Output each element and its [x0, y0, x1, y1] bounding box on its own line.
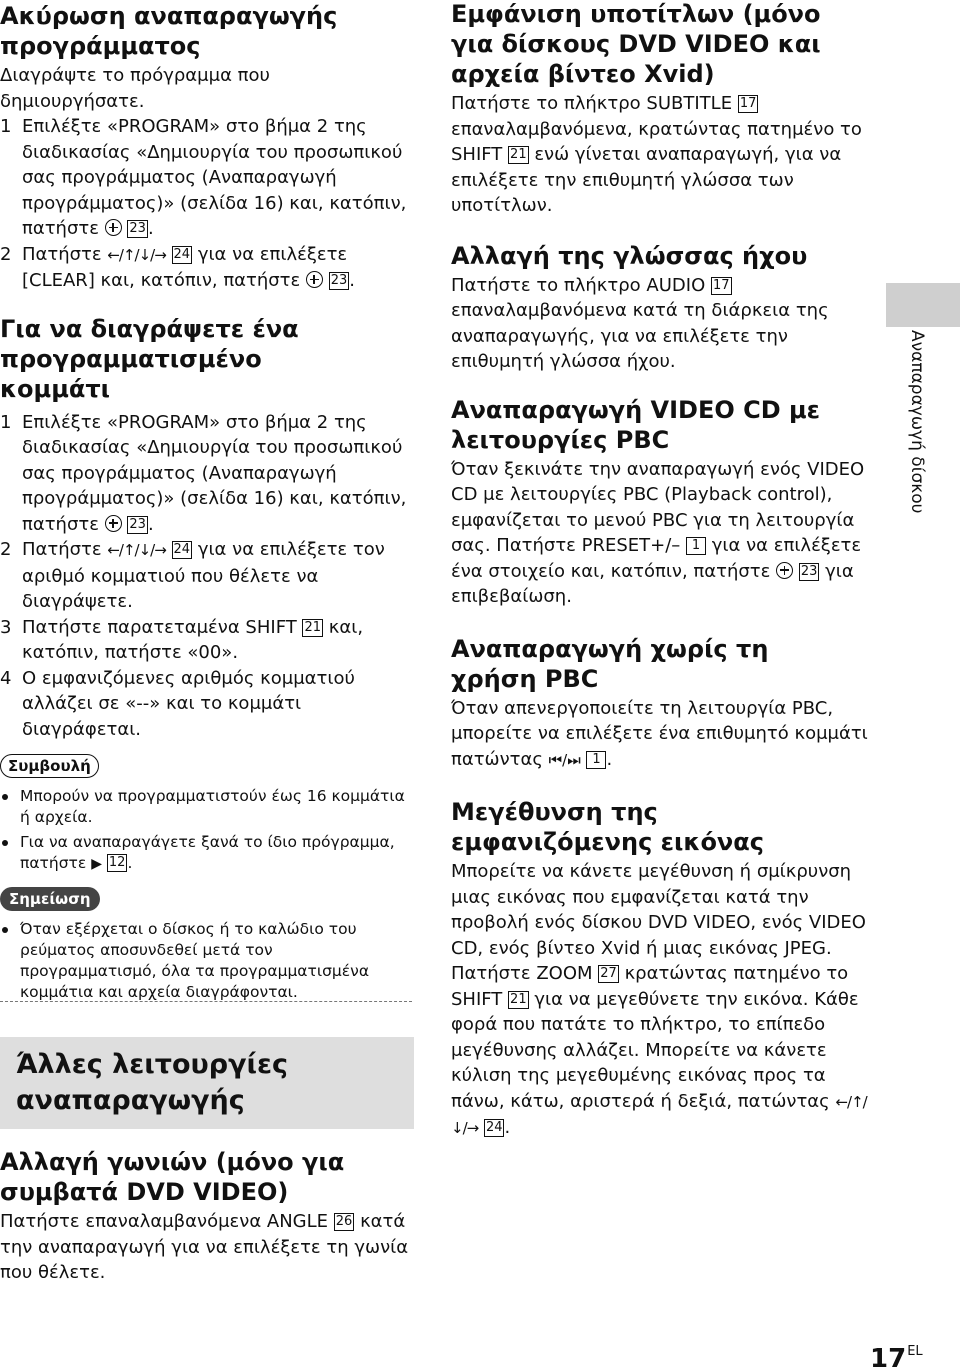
section-divider [0, 1001, 412, 1002]
enter-plus-icon [105, 515, 122, 532]
zoom-body-1: Μπορείτε να κάνετε μεγέθυνση ή σμίκρυνση μιας εικόνας που εμφανίζεται κατά την προβολή ενός δίσκου DVD VIDEO, ενός VIDEO CD, ενός βίντεο Xvid ή μιας εικόνας JPEG. [451, 861, 866, 959]
step-end: . [147, 218, 154, 239]
zoom-end: . [504, 1117, 511, 1138]
key-badge: 23 [129, 516, 146, 532]
step-text: Ο εμφανιζόμενες αριθμός κομματιού αλλάζει σε «--» και το κομμάτι διαγράφεται. [22, 667, 355, 740]
note-text: Όταν εξέρχεται ο δίσκος ή το καλώδιο του ρεύματος αποσυνδεθεί μετά τον προγραμματισμό, όλα τα προγραμματισμένα κομμάτια και αρχεία διαγράφονται. [20, 920, 370, 1001]
zoom-text-2: κρατώντας πατημένο το SHIFT [451, 963, 849, 1010]
tip-item-2 [0, 832, 412, 875]
angle-text-2: κατά την αναπαραγωγή για να επιλέξετε τη γωνία που θέλετε. [0, 1211, 409, 1283]
key-badge: 27 [600, 966, 617, 981]
note-badge: Σημείωση [0, 887, 100, 911]
arrow-keys-icon: ←/↑/↓/→ [107, 541, 166, 559]
key-badge: 17 [739, 96, 757, 111]
cancel-program-intro: Διαγράψτε το πρόγραμμα που δημιουργήσατε. [0, 65, 270, 112]
angle-heading: Αλλαγή γωνιών (μόνο για συμβατά DVD VIDEO) [0, 1148, 345, 1206]
page-number-value: 17 [870, 1344, 907, 1371]
angle-section [0, 1147, 412, 1286]
side-tab-label: Αναπαραγωγή δίσκου [907, 330, 927, 514]
step-number: 2 [0, 243, 12, 265]
key-badge: 21 [510, 147, 527, 162]
tip-section [0, 754, 412, 875]
key-badge: 1 [686, 537, 706, 555]
subtitles-text-2: επαναλαμβανόμενα, κρατώντας πατημένο το SHIFT [451, 118, 862, 165]
key-badge: 12 [108, 855, 126, 870]
tip-end: . [127, 854, 133, 872]
step-number: 1 [0, 116, 12, 137]
audio-text: Πατήστε το πλήκτρο AUDIO [451, 274, 706, 296]
angle-body [0, 1209, 412, 1286]
note-item-1 [0, 919, 412, 1003]
angle-text: Πατήστε επαναλαμβανόμενα ANGLE [0, 1211, 329, 1232]
tip-item-1 [0, 786, 412, 828]
zoom-heading: Μεγέθυνση της εμφανιζόμενης εικόνας [451, 798, 764, 856]
tip-text: Μπορούν να προγραμματιστούν έως 16 κομμάτια ή αρχεία. [20, 787, 405, 826]
key-badge: 23 [800, 563, 818, 579]
step-text: Πατήστε [22, 539, 102, 560]
no-pbc-end: . [606, 748, 613, 770]
step-end: . [147, 513, 154, 535]
audio-heading: Αλλαγή της γλώσσας ήχου [451, 241, 808, 270]
left-column [0, 0, 412, 1003]
delete-track-heading: Για να διαγράψετε ένα προγραμματισμένο κομμάτι [0, 314, 299, 403]
page-number [870, 1344, 923, 1371]
prev-next-icon: ⏮/⏭ [548, 750, 581, 769]
key-badge: 21 [304, 619, 322, 635]
key-badge: 23 [129, 221, 146, 236]
tip-text: Για να αναπαραγάγετε ξανά το ίδιο πρόγραμμα, πατήστε [20, 833, 395, 872]
key-badge: 24 [485, 1120, 503, 1135]
section-tab [886, 283, 960, 327]
right-column [451, 0, 871, 1142]
enter-plus-icon [776, 562, 793, 579]
key-badge: 23 [330, 273, 348, 288]
subtitles-heading: Εμφάνιση υποτίτλων (μόνο για δίσκους DVD VIDEO και αρχεία βίντεο Xvid) [451, 0, 821, 88]
tip-badge: Συμβουλή [0, 754, 99, 778]
key-badge: 1 [586, 751, 606, 769]
delete-step-4 [0, 666, 412, 743]
step-text-2: για να επιλέξετε [CLEAR] και, κατόπιν, πατήστε [22, 243, 348, 291]
play-icon: ▶ [91, 856, 102, 872]
step-number: 3 [0, 616, 12, 638]
enter-plus-icon [105, 219, 122, 236]
key-badge: 21 [510, 991, 527, 1007]
other-functions-banner: Άλλες λειτουργίες αναπαραγωγής [0, 1037, 414, 1129]
arrow-keys-icon: ←/↑/↓/→ [451, 1092, 867, 1137]
zoom-text: Πατήστε ZOOM [451, 963, 593, 984]
step-number: 4 [0, 667, 12, 689]
cancel-step-1 [0, 114, 412, 242]
arrow-keys-icon: ←/↑/↓/→ [107, 245, 166, 264]
pbc-text-2: για να επιλέξετε ένα στοιχείο και, κατόπιν, πατήστε [451, 535, 862, 582]
zoom-text-3: για να μεγεθύνετε την εικόνα. Κάθε φορά που πατάτε το πλήκτρο, το επίπεδο μεγέθυνσης αλλάζει. Μπορείτε να κάνετε κύλιση της μεγεθυμένης εικόνας προς τα πάνω, κάτω, αριστερά ή δεξιά, πατώντας [451, 988, 859, 1112]
page-number-suffix: EL [907, 1344, 923, 1359]
step-text: Πατήστε [22, 243, 102, 265]
no-pbc-body [451, 696, 871, 774]
delete-step-1 [0, 410, 412, 538]
step-text: Επιλέξτε «PROGRAM» στο βήμα 2 της διαδικασίας «Δημιουργία του προσωπικού σας προγράμματος (Αναπαραγωγή προγράμματος)» (σελίδα 16) και, κατόπιν, πατήστε [22, 411, 407, 535]
no-pbc-heading: Αναπαραγωγή χωρίς τη χρήση PBC [451, 634, 769, 693]
pbc-heading: Αναπαραγωγή VIDEO CD με λειτουργίες PBC [451, 395, 821, 454]
no-pbc-text: Όταν απενεργοποιείτε τη λειτουργία PBC, μπορείτε να επιλέξετε ένα επιθυμητό κομμάτι πατώντας [451, 697, 868, 770]
enter-plus-icon [306, 271, 323, 288]
key-badge: 24 [173, 542, 191, 557]
subtitles-text-3: ενώ γίνεται αναπαραγωγή, για να επιλέξετε την επιθυμητή γλώσσα των υποτίτλων. [451, 144, 842, 216]
step-text-2: και, κατόπιν, πατήστε «00». [22, 616, 364, 663]
cancel-program-heading: Ακύρωση αναπαραγωγής προγράμματος [0, 2, 338, 60]
step-text: Πατήστε παρατεταμένα SHIFT [22, 616, 297, 638]
step-number: 2 [0, 539, 12, 560]
step-text: Επιλέξτε «PROGRAM» στο βήμα 2 της διαδικασίας «Δημιουργία του προσωπικού σας προγράμματος (Αναπαραγωγή προγράμματος)» (σελίδα 16) και, κατόπιν, πατήστε [22, 116, 407, 239]
delete-step-3 [0, 615, 412, 666]
pbc-text: Όταν ξεκινάτε την αναπαραγωγή ενός VIDEO CD με λειτουργίες PBC (Playback control), εμφανίζεται το μενού PBC για τη λειτουργία σας. Πατήστε PRESET+/– [451, 458, 865, 556]
pbc-text-3: για επιβεβαίωση. [451, 560, 854, 607]
tip-list [0, 786, 412, 875]
key-badge: 17 [712, 277, 730, 293]
subtitles-text: Πατήστε το πλήκτρο SUBTITLE [451, 93, 733, 114]
step-number: 1 [0, 411, 12, 433]
audio-body [451, 273, 871, 375]
pbc-body [451, 457, 871, 610]
step-end: . [349, 270, 355, 291]
key-badge: 26 [335, 1214, 353, 1229]
audio-text-2: επαναλαμβανόμενα κατά τη διάρκεια της αναπαραγωγής, για να επιλέξετε την επιθυμητή γλώσσα ήχου. [451, 300, 829, 372]
delete-step-2 [0, 537, 412, 615]
zoom-body-2 [451, 961, 871, 1142]
key-badge: 24 [173, 246, 191, 262]
note-list [0, 919, 412, 1003]
note-section [0, 887, 412, 1003]
cancel-step-2 [0, 242, 412, 294]
subtitles-body [451, 91, 871, 219]
step-text-2: για να επιλέξετε τον αριθμό κομματιού που θέλετε να διαγράψετε. [22, 539, 385, 612]
